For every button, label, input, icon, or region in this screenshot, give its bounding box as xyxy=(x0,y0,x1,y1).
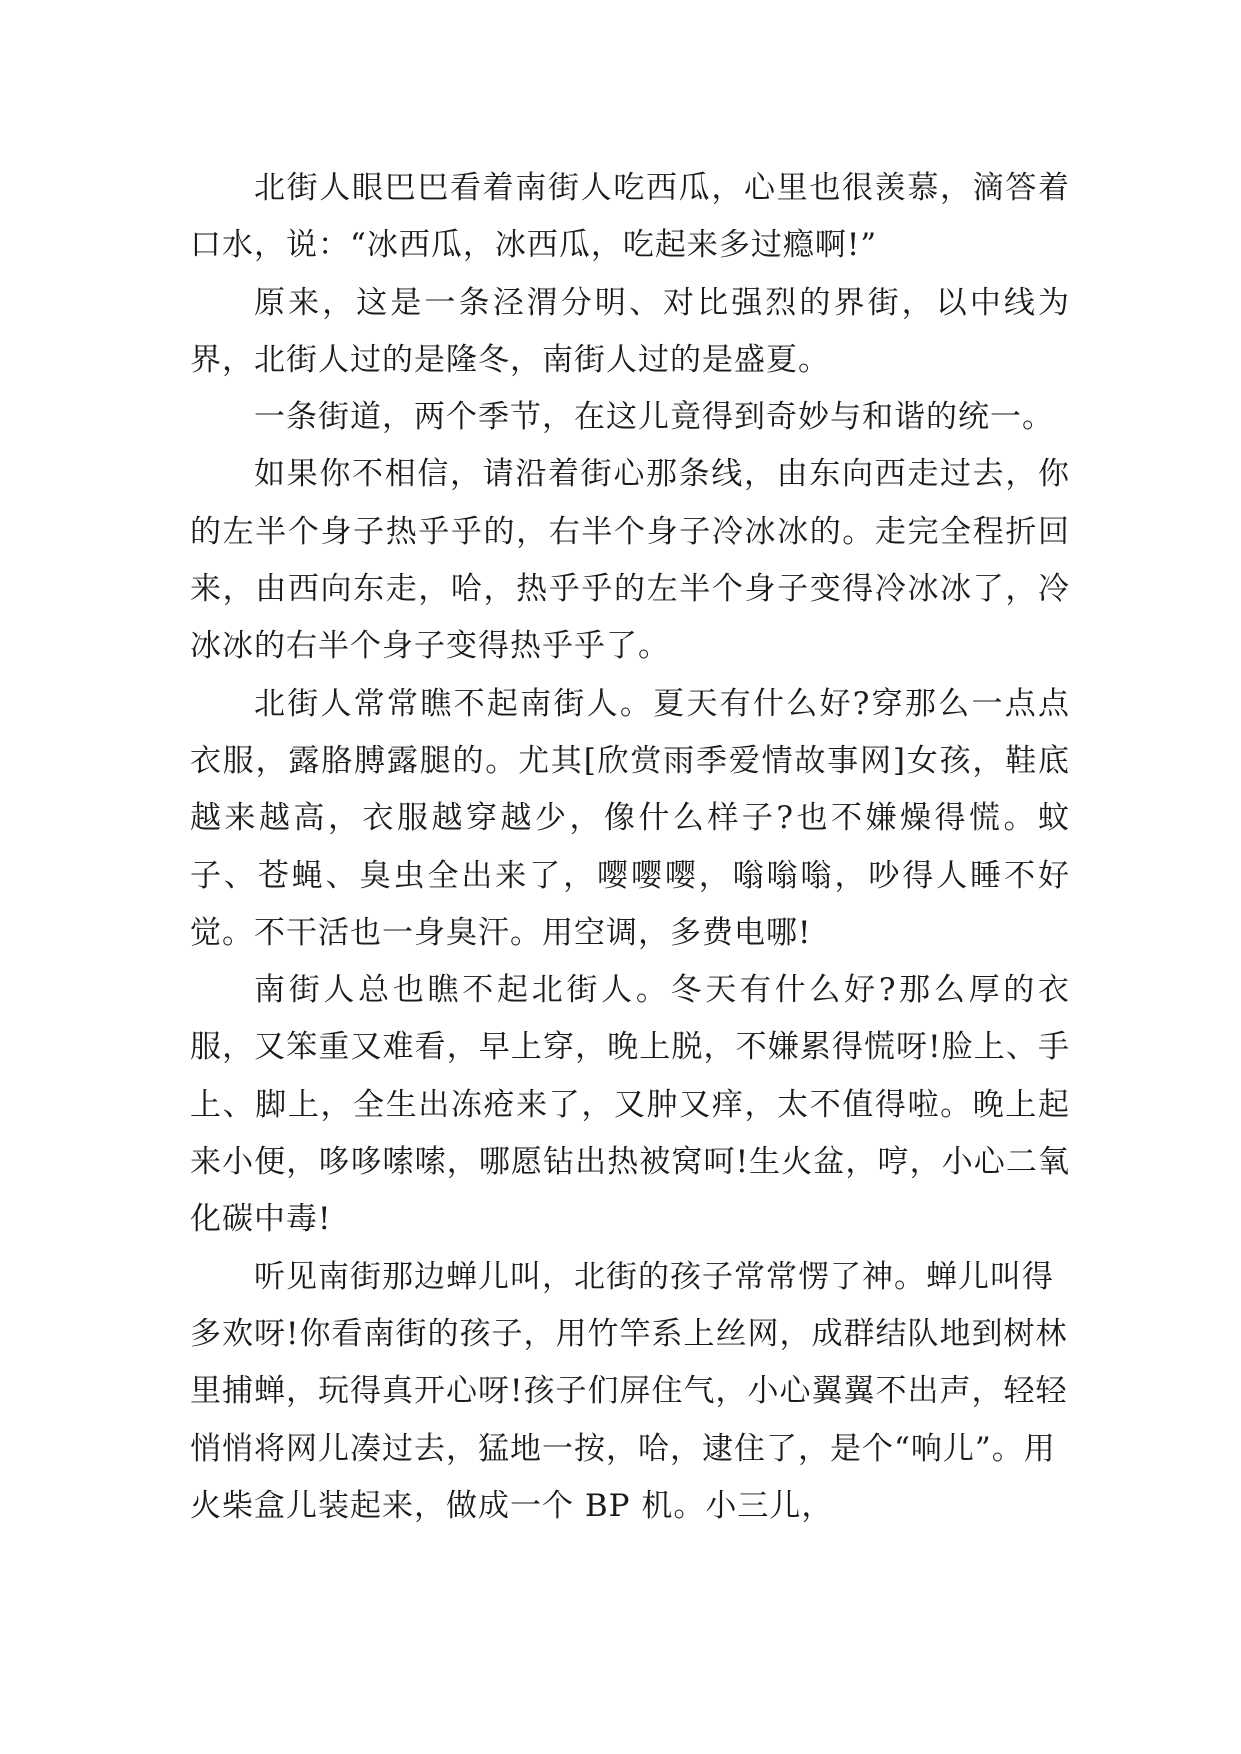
paragraph: 北街人常常瞧不起南街人。夏天有什么好?穿那么一点点衣服，露胳膊露腿的。尤其[欣赏雨季爱情故事网]女孩，鞋底越来越高，衣服越穿越少，像什么样子?也不嫌燥得慌。蚊子、苍蝇、臭虫全出来了，嘤嘤嘤，嗡嗡嗡，吵得人睡不好觉。不干活也一身臭汗。用空调，多费电哪! xyxy=(190,685,1070,951)
paragraph: 北街人眼巴巴看着南街人吃西瓜，心里也很羡慕，滴答着口水，说：“冰西瓜，冰西瓜，吃起来多过瘾啊!” xyxy=(190,170,1070,264)
paragraph: 原来，这是一条泾渭分明、对比强烈的界街，以中线为界，北街人过的是隆冬，南街人过的是盛夏。 xyxy=(190,284,1070,378)
paragraph: 听见南街那边蝉儿叫，北街的孩子常常愣了神。蝉儿叫得多欢呀!你看南街的孩子，用竹竿系上丝网，成群结队地到树林里捕蝉，玩得真开心呀!孩子们屏住气，小心翼翼不出声，轻轻悄悄将网儿凑过去，猛地一按，哈，逮住了，是个“响儿”。用火柴盒儿装起来，做成一个 BP 机。小三儿， xyxy=(190,1258,1068,1524)
paragraph: 一条街道，两个季节，在这儿竟得到奇妙与和谐的统一。 xyxy=(254,399,1054,436)
body-text xyxy=(190,160,1070,1535)
paragraph: 南街人总也瞧不起北街人。冬天有什么好?那么厚的衣服，又笨重又难看，早上穿，晚上脱，不嫌累得慌呀!脸上、手上、脚上，全生出冻疮来了，又肿又痒，太不值得啦。晚上起来小便，哆哆嗦嗦，哪愿钻出热被窝呵!生火盆，哼，小心二氧化碳中毒! xyxy=(190,972,1070,1238)
paragraph: 如果你不相信，请沿着街心那条线，由东向西走过去，你的左半个身子热乎乎的，右半个身子冷冰冰的。走完全程折回来，由西向东走，哈，热乎乎的左半个身子变得冷冰冰了，冷冰冰的右半个身子变得热乎乎了。 xyxy=(190,456,1070,665)
